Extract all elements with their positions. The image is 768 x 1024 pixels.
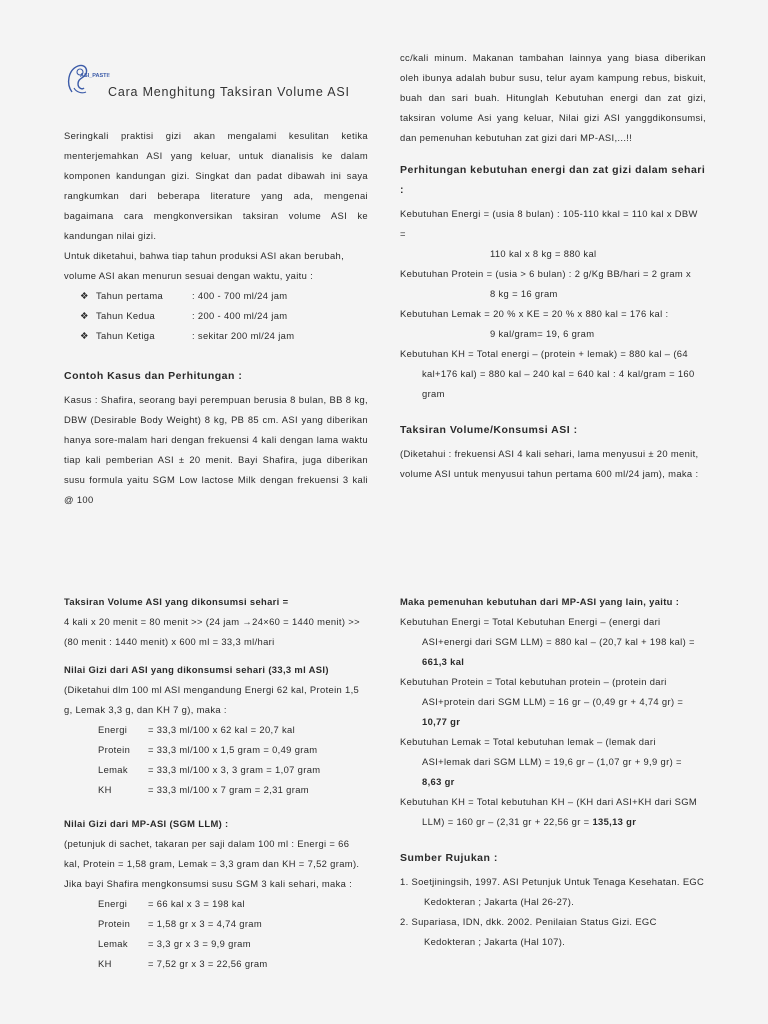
calc-value: = 33,3 ml/100 x 62 kal = 20,7 kal [148, 724, 296, 735]
list-item-value: : sekitar 200 ml/24 jam [192, 330, 295, 341]
pemenuhan-heading: Maka pemenuhan kebutuhan dari MP-ASI yang lain, yaitu : [400, 596, 680, 607]
reference-item: 2. Supariasa, IDN, dkk. 2002. Penilaian Status Gizi. EGC Kedokteran ; Jakarta (Hal 107). [400, 916, 657, 947]
pemenuhan-section [400, 592, 706, 952]
calc-row [64, 740, 368, 760]
calc-row [64, 894, 368, 914]
calc-value: = 3,3 gr x 3 = 9,9 gram [148, 938, 251, 949]
pemenuhan-energi: Kebutuhan Energi = Total Kebutuhan Energi – (energi dari [400, 616, 661, 627]
nilai-asi-heading: Nilai Gizi dari ASI yang dikonsumsi sehari (33,3 ml ASI) [64, 664, 329, 675]
diamond-bullet-icon: ❖ [80, 290, 89, 301]
intro-section [64, 126, 368, 510]
calc-value: = 33,3 ml/100 x 3, 3 gram = 1,07 gram [148, 764, 321, 775]
calc-value: = 33,3 ml/100 x 7 gram = 2,31 gram [148, 784, 309, 795]
pemenuhan-protein-cont: ASI+protein dari SGM LLM) = 16 gr – (0,49 gr + 4,74 gr) = [422, 696, 684, 707]
calc-row [64, 914, 368, 934]
perhitungan-heading: Perhitungan kebutuhan energi dan zat gizi dalam sehari : [400, 164, 706, 196]
list-item [64, 326, 368, 346]
calc-row [64, 760, 368, 780]
nilai-gizi-section [64, 592, 368, 974]
list-item [64, 306, 368, 326]
taksiran-heading: Taksiran Volume/Konsumsi ASI : [400, 424, 578, 436]
calc-value: = 1,58 gr x 3 = 4,74 gram [148, 918, 263, 929]
perhitungan-section [400, 48, 706, 484]
kh-line-cont: kal+176 kal) = 880 kal – 240 kal = 640 kal : 4 kal/gram = 160 gram [422, 368, 695, 399]
nilai-asi-paragraph: (Diketahui dlm 100 ml ASI mengandung Energi 62 kal, Protein 1,5 g, Lemak 3,3 g, dan KH 7 g), maka : [64, 684, 360, 715]
intro-paragraph: Seringkali praktisi gizi akan mengalami kesulitan ketika menterjemahkan ASI yang keluar, untuk dianalisis ke dalam komponen kandungan gizi. Singkat dan padat dibawah ini saya rangkumkan dari beberapa literature yang ada, mengenai bagaimana cara mengkonversikan taksiran volume ASI ke kandungan nilai gizi. [64, 130, 368, 241]
taksiran-paragraph: (Diketahui : frekuensi ASI 4 kali sehari, lama menyusui ± 20 menit, volume ASI untuk menyusui tahun pertama 600 ml/24 jam), maka : [400, 448, 699, 479]
list-item [64, 286, 368, 306]
pemenuhan-lemak-result: 8,63 gr [422, 776, 455, 787]
list-item-label: Tahun Ketiga [96, 330, 155, 341]
diamond-bullet-icon: ❖ [80, 310, 89, 321]
nilai-mpasi-paragraph-2: Jika bayi Shafira mengkonsumsi susu SGM 3 kali sehari, maka : [64, 878, 353, 889]
calc-key: Protein [98, 918, 131, 929]
pemenuhan-kh-text: LLM) = 160 gr – (2,31 gr + 22,56 gr = [422, 816, 590, 827]
pemenuhan-lemak-cont: ASI+lemak dari SGM LLM) = 19,6 gr – (1,07 gr + 9,9 gr) = [422, 756, 682, 767]
lemak-line: Kebutuhan Lemak = 20 % x KE = 20 % x 880 kal = 176 kal : [400, 308, 669, 319]
calc-key: Lemak [98, 764, 128, 775]
page-title: Cara Menghitung Taksiran Volume ASI [108, 85, 350, 99]
contoh-heading: Contoh Kasus dan Perhitungan : [64, 370, 243, 382]
diamond-bullet-icon: ❖ [80, 330, 89, 341]
energi-line: Kebutuhan Energi = (usia 8 bulan) : 105-110 kkal = 110 kal x DBW = [400, 208, 698, 239]
pemenuhan-protein: Kebutuhan Protein = Total kebutuhan protein – (protein dari [400, 676, 667, 687]
calc-row [64, 780, 368, 800]
pemenuhan-kh-cont [400, 812, 706, 832]
kh-line: Kebutuhan KH = Total energi – (protein + lemak) = 880 kal – (64 [400, 348, 688, 359]
protein-line-cont: 8 kg = 16 gram [490, 288, 558, 299]
calc-key: Protein [98, 744, 131, 755]
protein-line: Kebutuhan Protein = (usia > 6 bulan) : 2 g/Kg BB/hari = 2 gram x [400, 268, 692, 279]
list-item-label: Tahun Kedua [96, 310, 156, 321]
calc-value: = 33,3 ml/100 x 1,5 gram = 0,49 gram [148, 744, 318, 755]
intro-paragraph-2: Untuk diketahui, bahwa tiap tahun produksi ASI akan berubah, volume ASI akan menurun sesuai dengan waktu, yaitu : [64, 250, 345, 281]
pemenuhan-protein-result: 10,77 gr [422, 716, 461, 727]
calc-key: Energi [98, 724, 128, 735]
logo-text: ASI_PASTI! [80, 73, 110, 79]
calc-value: = 7,52 gr x 3 = 22,56 gram [148, 958, 268, 969]
calc-key: KH [98, 784, 112, 795]
production-list [64, 286, 368, 346]
calc-row [64, 954, 368, 974]
nilai-mpasi-heading: Nilai Gizi dari MP-ASI (SGM LLM) : [64, 818, 229, 829]
lemak-line-cont: 9 kal/gram= 19, 6 gram [490, 328, 595, 339]
kasus-paragraph: Kasus : Shafira, seorang bayi perempuan berusia 8 bulan, BB 8 kg, DBW (Desirable Body Weight) 8 kg, PB 85 cm. ASI yang diberikan hanya sore-malam hari dengan frekuensi 4 kali dengan lama waktu tiap kali pemberian ASI ± 20 menit. Bayi Shafira, juga diberikan susu formula yaitu SGM Low lactose Milk dengan frekuensi 3 kali @ 100 [64, 394, 368, 505]
nilai-mpasi-paragraph: (petunjuk di sachet, takaran per saji dalam 100 ml : Energi = 66 kal, Protein = 1,58 gram, Lemak = 3,3 gram dan KH = 7,52 gram). [64, 838, 360, 869]
pemenuhan-energi-result: 661,3 kal [422, 656, 465, 667]
volume-heading: Taksiran Volume ASI yang dikonsumsi sehari = [64, 596, 289, 607]
pemenuhan-energi-cont: ASI+energi dari SGM LLM) = 880 kal – (20,7 kal + 198 kal) = [422, 636, 695, 647]
asi-logo-icon [64, 58, 110, 100]
list-item-value: : 200 - 400 ml/24 jam [192, 310, 288, 321]
calc-key: KH [98, 958, 112, 969]
calc-row [64, 934, 368, 954]
kasus-continued: cc/kali minum. Makanan tambahan lainnya yang biasa diberikan oleh ibunya adalah bubur susu, telur ayam kampung rebus, biskuit, buah dan sari buah. Hitunglah Kebutuhan energi dan zat gizi, taksiran volume Asi yang keluar, Nilai gizi ASI yanggdikonsumsi, dan pemenuhan kebutuhan zat gizi dari MP-ASI,...!! [400, 52, 706, 143]
list-item-label: Tahun pertama [96, 290, 164, 301]
calc-row [64, 720, 368, 740]
calc-key: Energi [98, 898, 128, 909]
pemenuhan-kh-result: 135,13 gr [592, 816, 637, 827]
pemenuhan-lemak: Kebutuhan Lemak = Total kebutuhan lemak – (lemak dari [400, 736, 656, 747]
list-item-value: : 400 - 700 ml/24 jam [192, 290, 288, 301]
reference-item: 1. Soetjiningsih, 1997. ASI Petunjuk Untuk Tenaga Kesehatan. EGC Kedokteran ; Jakarta (Hal 26-27). [400, 876, 705, 907]
volume-paragraph: 4 kali x 20 menit = 80 menit >> (24 jam →24×60 = 1440 menit) >> (80 menit : 1440 menit) x 600 ml = 33,3 ml/hari [64, 616, 360, 647]
rujukan-heading: Sumber Rujukan : [400, 852, 498, 864]
pemenuhan-kh: Kebutuhan KH = Total kebutuhan KH – (KH dari ASI+KH dari SGM [400, 796, 698, 807]
calc-key: Lemak [98, 938, 128, 949]
energi-line-cont: 110 kal x 8 kg = 880 kal [490, 248, 597, 259]
calc-value: = 66 kal x 3 = 198 kal [148, 898, 245, 909]
